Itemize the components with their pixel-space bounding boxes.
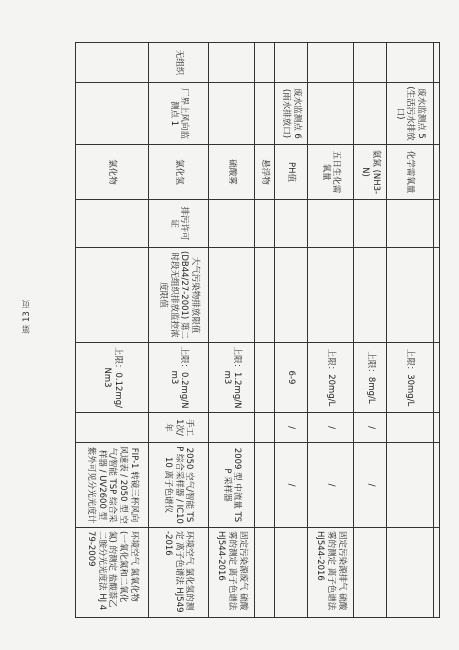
table-cell-method: [387, 528, 433, 618]
table-cell-c1: [76, 43, 149, 83]
table-cell-c3: 氯化氢: [149, 145, 209, 200]
table-cell-c1: [208, 43, 254, 83]
table-cell-c7: [208, 413, 254, 443]
table-cell-c1: [274, 43, 307, 83]
table-row: [149, 43, 209, 618]
table-cell-c6: 上限：0.12mg/Nm3: [76, 343, 149, 413]
table-cell-c6: 上限：8mg/L: [354, 343, 387, 413]
table-cell-c2: 废水监测点 6 (雨水排放口): [274, 83, 307, 145]
table-cell-c4: [255, 200, 275, 248]
table-row: [208, 43, 254, 618]
table-cell-c4: 排污许可证: [149, 200, 209, 248]
table-row: [255, 43, 275, 618]
table-cell-c3: [433, 145, 439, 200]
table-cell-c3: PH值: [274, 145, 307, 200]
table-cell-c3: 氯化物: [76, 145, 149, 200]
table-cell-method: 固定污染源排气 硫酸雾的测定 离子色谱法 HJ544-2016: [307, 528, 353, 618]
table-cell-c2: [76, 83, 149, 145]
table-cell-c2: [307, 83, 353, 145]
table-cell-c3: 化学需氧量: [387, 145, 433, 200]
table-cell-c2: [255, 83, 275, 145]
table-cell-c8: FIP-1 转镜三杯风向风速表 / 2050 型 空气/智能 TSP 综合采样器 / UV2600 型 紫外可见分光光度计: [76, 443, 149, 528]
table-row: [387, 43, 433, 618]
table-cell-c1: [255, 43, 275, 83]
table-cell-c5: [255, 248, 275, 343]
table-cell-c8: [433, 443, 439, 528]
table-cell-c7: [387, 413, 433, 443]
table-cell-method: [255, 528, 275, 618]
table-row: [433, 43, 439, 618]
table-cell-c6: [255, 343, 275, 413]
table-cell-c1: [354, 43, 387, 83]
table-cell-c3: 悬浮物: [255, 145, 275, 200]
monitoring-table: [75, 42, 440, 618]
table-cell-c3: 硫酸雾: [208, 145, 254, 200]
table-cell-c8: [387, 443, 433, 528]
table-cell-c4: [387, 200, 433, 248]
table-row: [76, 43, 149, 618]
table-cell-c6: 上限：1.2mg/Nm3: [208, 343, 254, 413]
table-cell-method: [274, 528, 307, 618]
table-cell-method: 环境空气 氮氧化物 (一氧化氮和二氧化氮) 的测定 盐酸萘乙二胺分光光度法 HJ 479-2009: [76, 528, 149, 618]
table-cell-c2: 废水监测点 5 (生活污水排放口): [387, 83, 433, 145]
table-cell-c7: [433, 413, 439, 443]
table-cell-c5: [433, 248, 439, 343]
table-cell-c4: [307, 200, 353, 248]
table-cell-c4: [76, 200, 149, 248]
table-cell-method: [433, 528, 439, 618]
table-cell-c6: 上限：30mg/L: [387, 343, 433, 413]
table-cell-c1: [307, 43, 353, 83]
table-cell-c1: 无组织: [149, 43, 209, 83]
table-cell-c8: 2009 型 中流量 TSP 采样器: [208, 443, 254, 528]
table-cell-c5: [274, 248, 307, 343]
table-cell-c7: /: [354, 413, 387, 443]
table-cell-method: 环境空气 氯化氢的测定 离子色谱法 HJ549-2016: [149, 528, 209, 618]
table-cell-c5: [307, 248, 353, 343]
table-cell-c5: [387, 248, 433, 343]
table-cell-c5: [208, 248, 254, 343]
table-cell-c6: 上限：20mg/L: [307, 343, 353, 413]
table-cell-c8: /: [274, 443, 307, 528]
table-cell-c6: 上限：0.2mg/Nm3: [149, 343, 209, 413]
table-cell-c7: [76, 413, 149, 443]
table-cell-c3: 五日生化需氧量: [307, 145, 353, 200]
table-cell-c2: [208, 83, 254, 145]
table-cell-c3: 氨氮 (NH3-N): [354, 145, 387, 200]
table-row: [274, 43, 307, 618]
table-cell-c4: [433, 200, 439, 248]
table-cell-c7: /: [307, 413, 353, 443]
table-cell-c6: [433, 343, 439, 413]
table-cell-c8: /: [354, 443, 387, 528]
table-cell-c8: 2050 空气/智能 TSP 综合采样器 / IC1010 离子色谱仪: [149, 443, 209, 528]
table-cell-c8: /: [307, 443, 353, 528]
table-cell-c4: [354, 200, 387, 248]
table-cell-c6: 6-9: [274, 343, 307, 413]
table-cell-c7: 手工 1次/年: [149, 413, 209, 443]
rotated-table-wrapper: [75, 42, 440, 617]
table-cell-c2: 厂界上风向监测点 1: [149, 83, 209, 145]
table-cell-c5: [76, 248, 149, 343]
table-cell-method: [354, 528, 387, 618]
table-cell-method: 固定污染源废气 硫酸雾的测定 离子色谱法 HJ544-2016: [208, 528, 254, 618]
table-cell-c2: [433, 83, 439, 145]
table-cell-c4: [274, 200, 307, 248]
table-cell-c1: [433, 43, 439, 83]
table-cell-c5: 大气污染物排放限值 (DB44/27-2001) 第二时段无组织排放监控浓度限值: [149, 248, 209, 343]
table-row: [307, 43, 353, 618]
table-cell-c7: /: [274, 413, 307, 443]
table-cell-c4: [208, 200, 254, 248]
table-cell-c2: [354, 83, 387, 145]
table-cell-c1: [387, 43, 433, 83]
table-row: [354, 43, 387, 618]
table-cell-c7: [255, 413, 275, 443]
table-cell-c8: [255, 443, 275, 528]
table-cell-c5: [354, 248, 387, 343]
page-number: 第 13 页: [22, 300, 32, 334]
